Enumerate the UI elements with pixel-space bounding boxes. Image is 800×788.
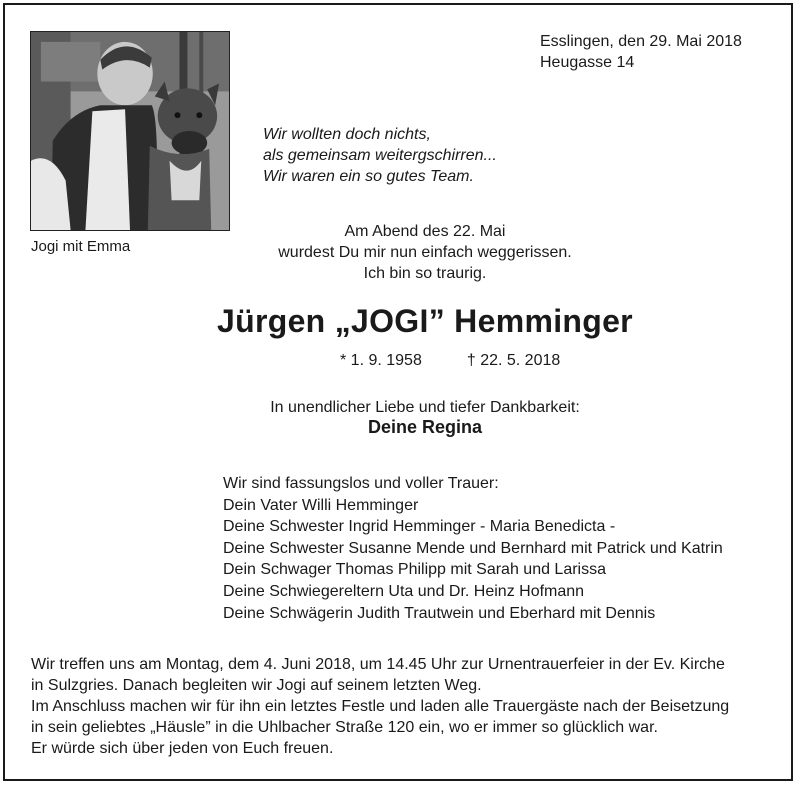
intro-line: Am Abend des 22. Mai <box>344 223 506 240</box>
portrait-photo-image <box>31 32 229 230</box>
death-date: † 22. 5. 2018 <box>466 352 561 369</box>
portrait-photo <box>30 31 230 231</box>
thanks-line: In unendlicher Liebe und tiefer Dankbarkeit: <box>270 399 580 416</box>
notice-line: in sein geliebtes „Häusle” in die Uhlbacher Straße 120 ein, wo er immer so glücklich war. <box>31 719 658 736</box>
birth-date: * 1. 9. 1958 <box>340 352 422 369</box>
mourner-line: Deine Schwägerin Judith Trautwein und Eberhard mit Dennis <box>223 604 656 622</box>
mourner-line: Dein Schwager Thomas Philipp mit Sarah und Larissa <box>223 561 607 579</box>
deceased-name: Jürgen „JOGI” Hemminger <box>217 303 633 339</box>
address-line: Heugasse 14 <box>540 54 635 71</box>
intro-line: wurdest Du mir nun einfach weggerissen. <box>278 244 572 261</box>
mourners-list <box>223 473 723 624</box>
mourner-line: Deine Schwester Susanne Mende und Bernhard mit Patrick und Katrin <box>223 539 723 557</box>
intro-text <box>200 221 650 284</box>
photo-caption: Jogi mit Emma <box>31 238 131 255</box>
notice-line: Im Anschluss machen wir für ihn ein letztes Festle und laden alle Trauergäste nach der Beisetzung <box>31 698 730 715</box>
poem-line: Wir waren ein so gutes Team. <box>263 168 474 185</box>
funeral-notice <box>31 654 781 759</box>
place-date-line: Esslingen, den 29. Mai 2018 <box>540 33 742 50</box>
notice-line: in Sulzgries. Danach begleiten wir Jogi auf seinem letzten Weg. <box>31 677 482 694</box>
poem <box>263 124 497 187</box>
mourners-heading: Wir sind fassungslos und voller Trauer: <box>223 475 499 492</box>
notice-line: Wir treffen uns am Montag, dem 4. Juni 2018, um 14.45 Uhr zur Urnentrauerfeier in der Ev. Kirche <box>31 656 725 673</box>
mourner-line: Dein Vater Willi Hemminger <box>223 496 419 514</box>
poem-line: Wir wollten doch nichts, <box>263 126 431 143</box>
notice-line: Er würde sich über jeden von Euch freuen. <box>31 740 334 757</box>
mourner-line: Deine Schwester Ingrid Hemminger - Maria Benedicta - <box>223 518 616 536</box>
intro-line: Ich bin so traurig. <box>363 265 487 282</box>
signer-name: Deine Regina <box>367 417 483 437</box>
poem-line: als gemeinsam weitergschirren... <box>263 147 497 164</box>
place-date <box>540 31 742 73</box>
life-dates <box>340 352 605 370</box>
mourner-line: Deine Schwiegereltern Uta und Dr. Heinz Hofmann <box>223 582 585 600</box>
